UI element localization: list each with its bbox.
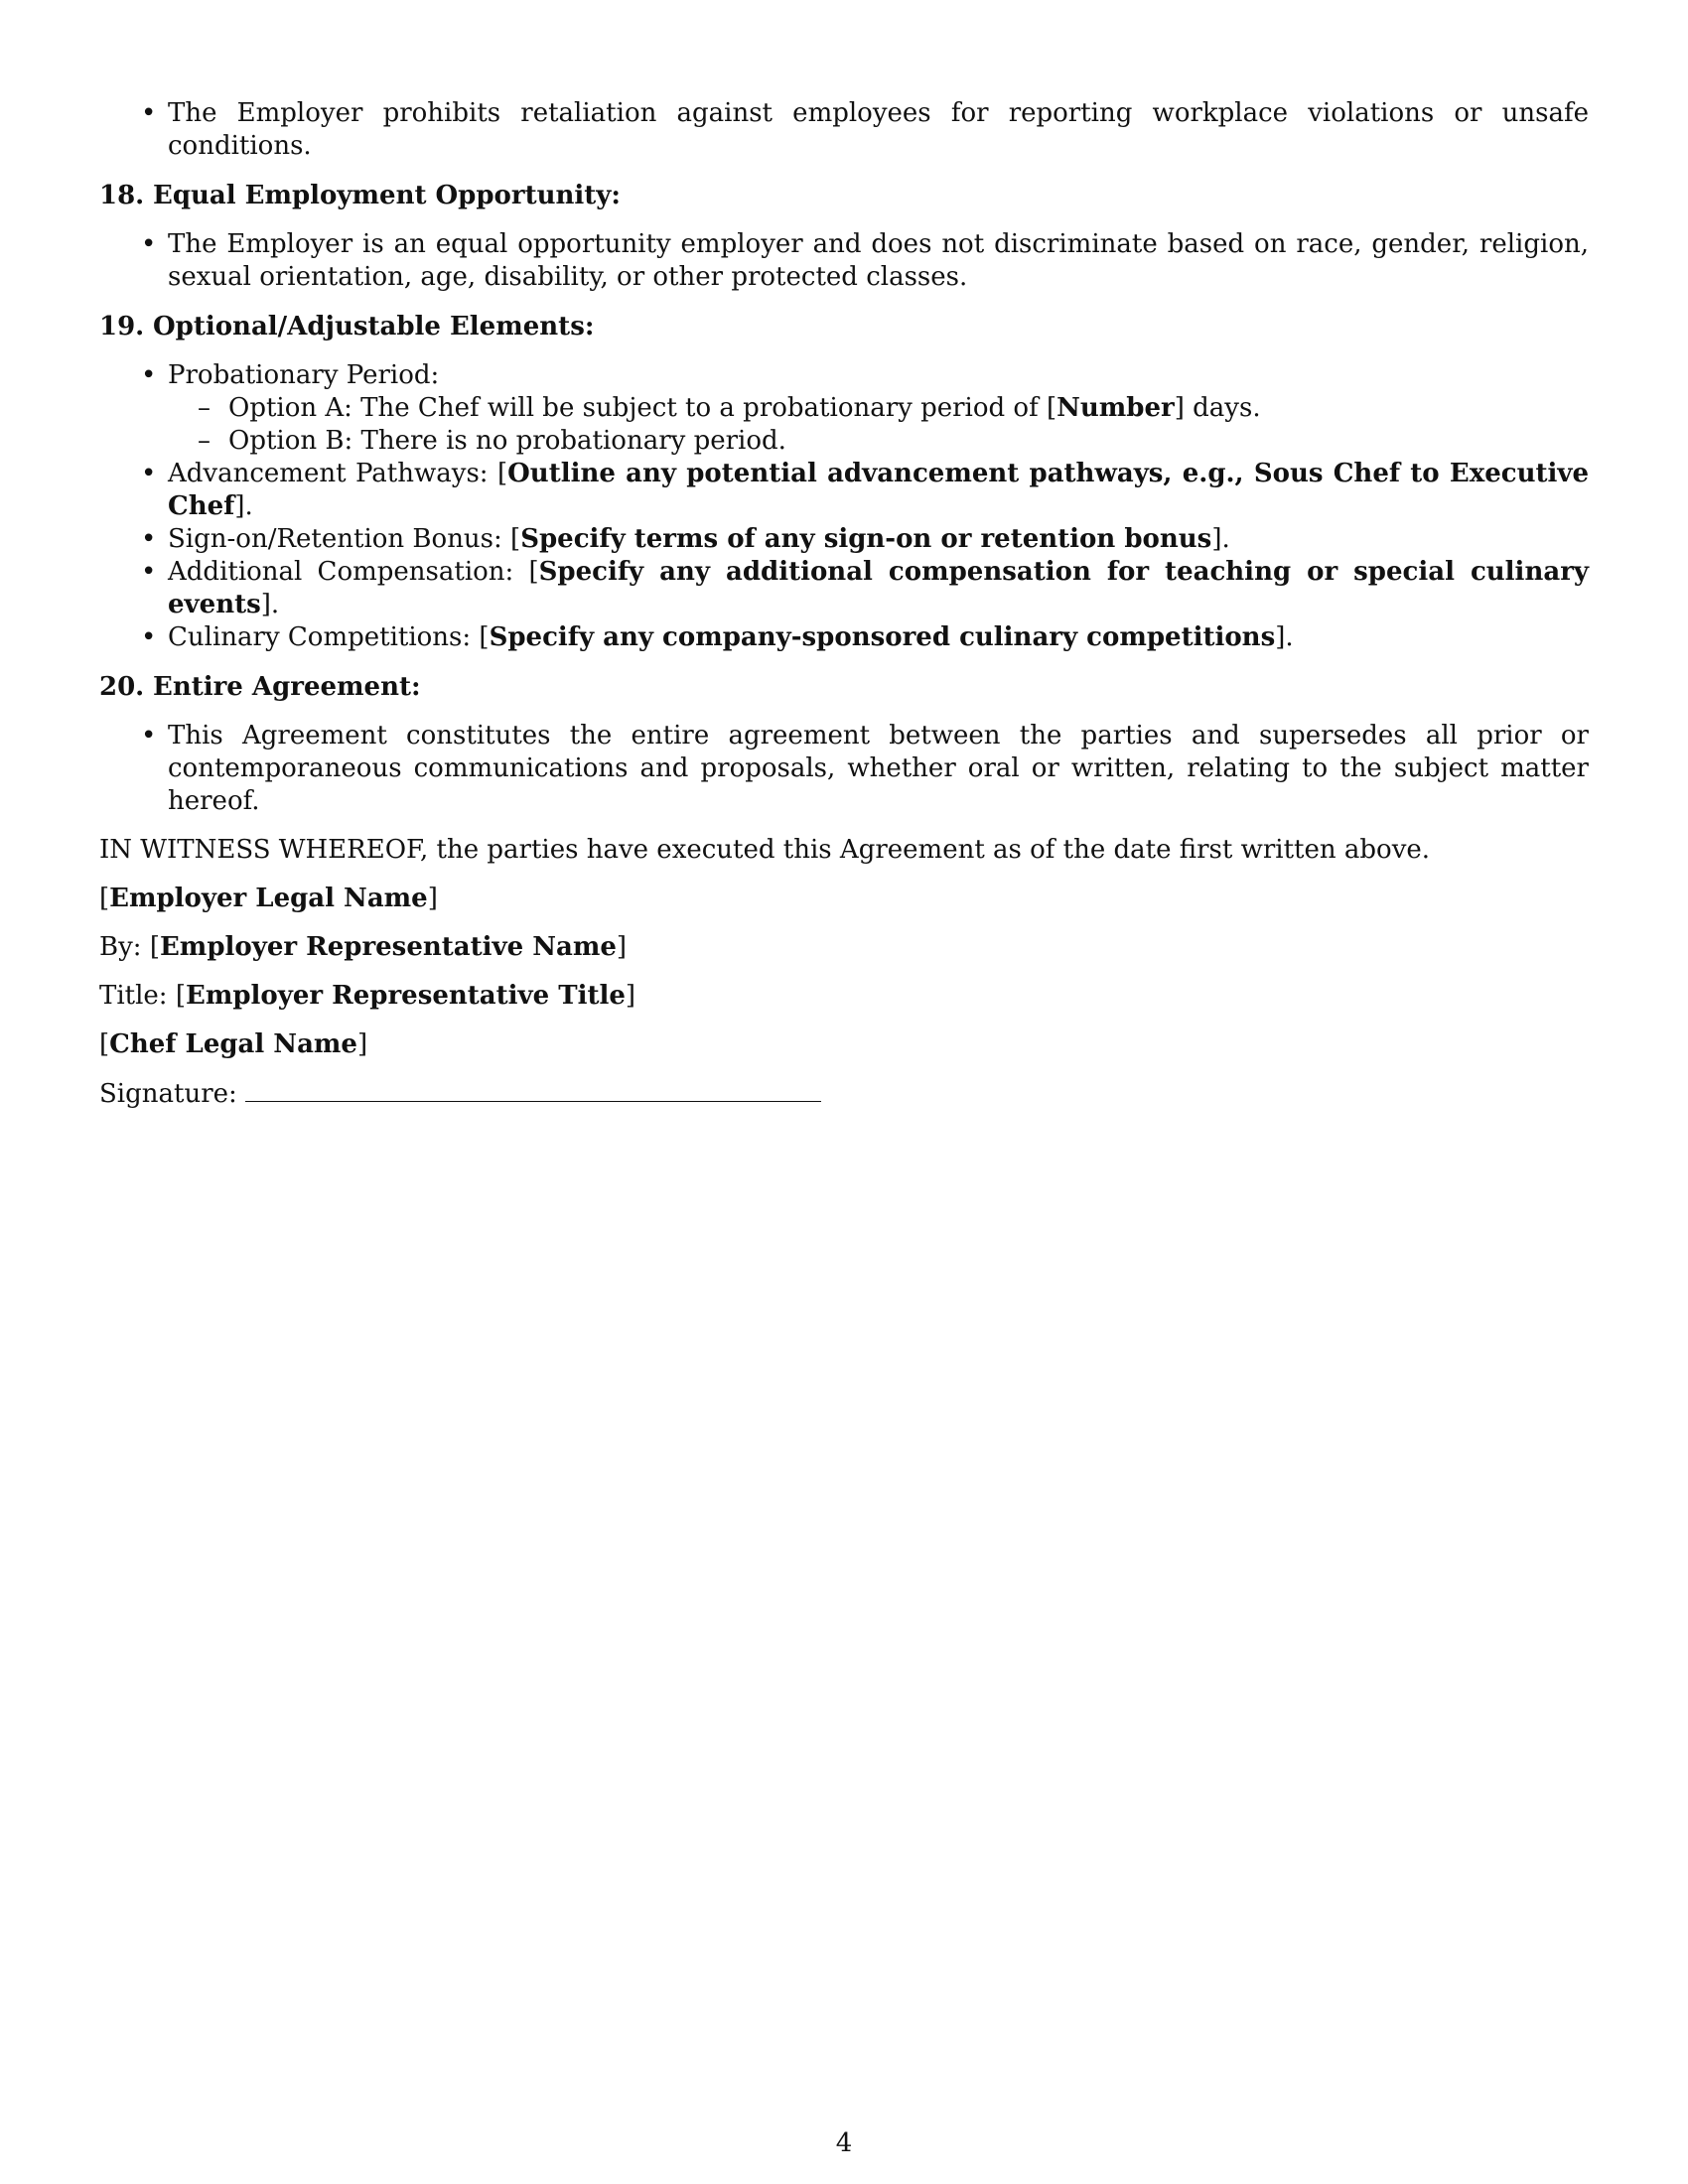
list-item (99, 720, 1589, 818)
text: Option A: The Chef will be subject to a probationary period of [ (228, 393, 1057, 423)
list-item (99, 556, 1589, 621)
text: ]. (260, 590, 280, 619)
section-19-heading (99, 311, 1589, 343)
page-number: 4 (835, 2128, 853, 2158)
placeholder-advancement: Outline any potential advancement pathways, e.g., Sous Chef to Executive Chef (168, 459, 1590, 521)
signature-blank (245, 1077, 821, 1102)
employer-name: Employer Legal Name (109, 884, 428, 913)
employer-name-line: [Employer Legal Name] (99, 884, 438, 913)
section-18-list (99, 228, 1589, 294)
text: Culinary Competitions: [ (168, 622, 490, 652)
entire-agreement-text: This Agreement constitutes the entire agreement between the parties and supersedes all prior or contemporaneous communications and proposals, whether oral or written, relating to the subject matter hereof. (168, 721, 1589, 816)
by-line: By: [Employer Representative Name] (99, 932, 628, 962)
section-title: Entire Agreement: (153, 672, 421, 702)
list-item (99, 621, 1589, 654)
by-label: By: (99, 932, 142, 962)
section-title: Equal Employment Opportunity: (153, 181, 621, 210)
section-20-list (99, 720, 1589, 818)
list-item (99, 523, 1589, 556)
section-17-list (99, 97, 1589, 163)
list-item (99, 228, 1589, 294)
rep-name: Employer Representative Name (159, 932, 617, 962)
title-line: Title: [Employer Representative Title] (99, 981, 636, 1011)
signature-line (99, 1077, 1589, 1111)
section-number: 18. (99, 181, 145, 210)
rep-title: Employer Representative Title (186, 981, 626, 1011)
section-number: 19. (99, 312, 145, 341)
probation-label: Probationary Period: (168, 360, 440, 390)
placeholder-bonus: Specify terms of any sign-on or retention bonus (520, 524, 1212, 554)
text: Additional Compensation: [ (168, 557, 539, 587)
text: ] days. (1174, 393, 1261, 423)
section-19-list (99, 359, 1589, 654)
witness-clause: IN WITNESS WHEREOF, the parties have executed this Agreement as of the date first written above. (99, 835, 1431, 865)
list-item (99, 97, 1589, 163)
text: ]. (1275, 622, 1294, 652)
list-item (99, 458, 1589, 523)
list-item (99, 359, 1589, 458)
text: ]. (234, 491, 253, 521)
probation-options (168, 392, 1589, 458)
text: Option B: There is no probationary period. (228, 426, 786, 456)
section-20-heading (99, 671, 1589, 704)
option-a (168, 392, 1589, 425)
chef-name: Chef Legal Name (109, 1029, 357, 1059)
placeholder-competitions: Specify any company-sponsored culinary competitions (489, 622, 1276, 652)
text: Advancement Pathways: [ (168, 459, 508, 488)
title-label: Title: (99, 981, 168, 1011)
placeholder-compensation: Specify any additional compensation for teaching or special culinary events (168, 557, 1589, 619)
section-number: 20. (99, 672, 145, 702)
retaliation-text: The Employer prohibits retaliation against employees for reporting workplace violations or unsafe conditions. (168, 98, 1589, 161)
text: ]. (1211, 524, 1230, 554)
signature-label: Signature: (99, 1079, 237, 1109)
chef-name-line: [Chef Legal Name] (99, 1029, 368, 1059)
eeo-text: The Employer is an equal opportunity employer and does not discriminate based on race, gender, religion, sexual orientation, age, disability, or other protected classes. (168, 229, 1589, 292)
section-title: Optional/Adjustable Elements: (153, 312, 595, 341)
text: Sign-on/Retention Bonus: [ (168, 524, 521, 554)
placeholder-number: Number (1056, 393, 1175, 423)
option-b (168, 425, 1589, 458)
section-18-heading (99, 180, 1589, 212)
document-page (99, 97, 1589, 1127)
